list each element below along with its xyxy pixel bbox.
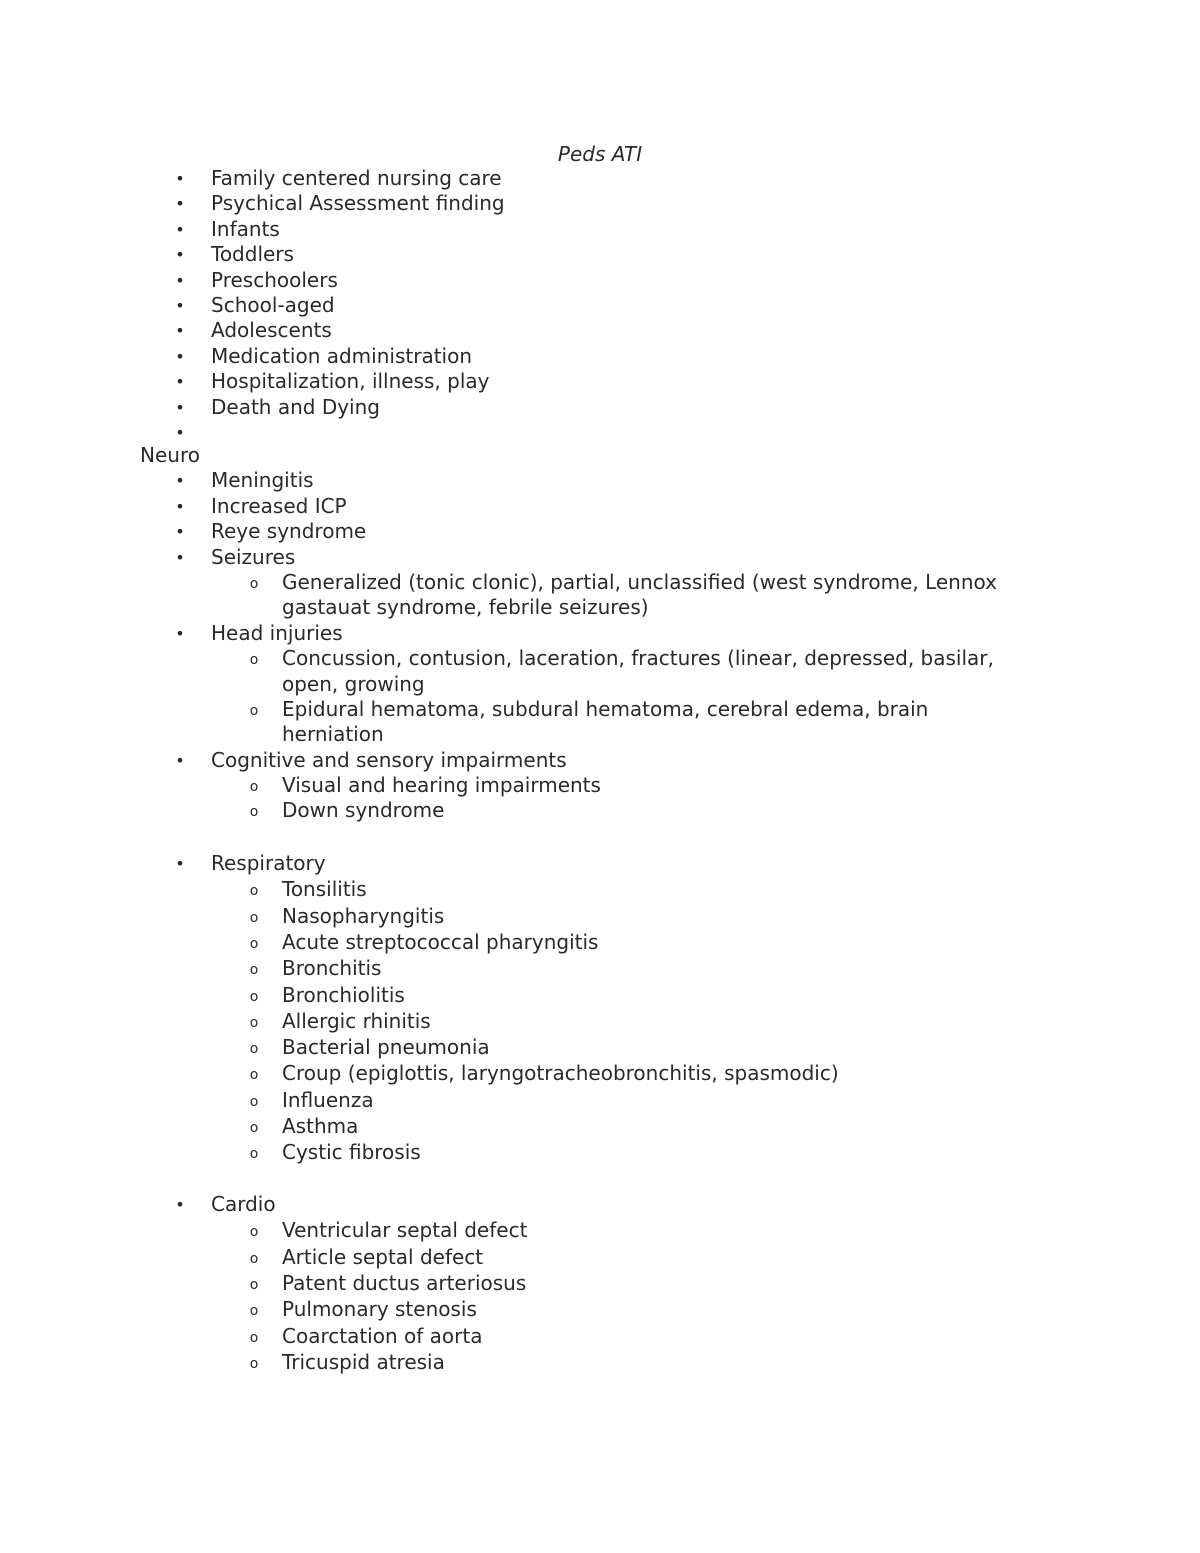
sub-bullet-icon: o [249, 988, 259, 1005]
bullet-icon: • [175, 397, 185, 417]
list-item [0, 369, 1200, 394]
respiratory-section [0, 851, 1200, 1166]
sub-list-item [0, 646, 1200, 671]
list-item [0, 395, 1200, 420]
sub-list-item [0, 1244, 1200, 1270]
bullet-icon: • [175, 496, 185, 516]
list-item-text: Adolescents [211, 318, 332, 343]
section-heading-neuro [0, 443, 1200, 468]
sub-list-item-text: Bacterial pneumonia [282, 1035, 490, 1060]
sub-bullet-icon: o [249, 804, 259, 821]
list-item [0, 318, 1200, 343]
bullet-icon: • [175, 547, 185, 567]
sub-bullet-icon: o [249, 779, 259, 796]
list-item [0, 293, 1200, 318]
sub-list-item-text: Asthma [282, 1114, 359, 1139]
list-item-text: Head injuries [211, 620, 343, 645]
sub-list-item [0, 876, 1200, 902]
sub-bullet-icon: o [249, 1146, 259, 1163]
bullet-icon: • [175, 321, 185, 341]
list-item-empty [0, 420, 1200, 445]
sub-list-item-text: Tonsilitis [282, 877, 367, 902]
sub-list-item-text: Acute streptococcal pharyngitis [282, 929, 599, 954]
list-item [0, 621, 1200, 646]
sub-bullet-icon: o [249, 1329, 259, 1346]
sub-list-item-continuation [0, 595, 1200, 620]
list-item [0, 344, 1200, 369]
list-item-text: Seizures [211, 544, 296, 569]
list-item [0, 519, 1200, 544]
list-item [0, 1192, 1200, 1217]
bullet-icon: • [175, 422, 185, 442]
sub-list-item-text: Coarctation of aorta [282, 1323, 483, 1348]
sub-list-item [0, 903, 1200, 929]
sub-bullet-icon: o [249, 1093, 259, 1110]
list-item-text: Toddlers [211, 242, 294, 267]
list-item [0, 191, 1200, 216]
sub-list-item-text: Nasopharyngitis [282, 903, 445, 928]
sub-bullet-icon: o [249, 575, 259, 592]
list-item-text: Reye syndrome [211, 519, 367, 544]
sub-bullet-icon: o [249, 962, 259, 979]
sub-bullet-icon: o [249, 935, 259, 952]
bullet-icon: • [175, 270, 185, 290]
bullet-icon: • [175, 471, 185, 491]
sub-list-item [0, 955, 1200, 981]
sub-list-item [0, 1034, 1200, 1060]
sub-list-item-text: Generalized (tonic clonic), partial, unclassified (west syndrome, Lennox [282, 569, 997, 594]
sub-bullet-icon: o [249, 883, 259, 900]
sub-list-item-continuation [0, 672, 1200, 697]
list-item-text: School-aged [211, 292, 335, 317]
sub-list-item [0, 1139, 1200, 1165]
list-item [0, 545, 1200, 570]
section-heading-text: Neuro [140, 443, 200, 467]
bullet-icon: • [175, 194, 185, 214]
sub-list-item-text: Bronchitis [282, 956, 382, 981]
bullet-icon: • [175, 623, 185, 643]
sub-bullet-icon: o [249, 1041, 259, 1058]
sub-list-item [0, 1296, 1200, 1322]
list-item [0, 748, 1200, 773]
list-item [0, 494, 1200, 519]
sub-list-item-text: Allergic rhinitis [282, 1008, 431, 1033]
sub-list-item [0, 929, 1200, 955]
overview-list [0, 166, 1200, 445]
sub-list-item-text: Patent ductus arteriosus [282, 1270, 527, 1295]
list-item-text: Family centered nursing care [211, 166, 502, 190]
sub-list-item-text: Pulmonary stenosis [282, 1297, 477, 1322]
sub-list-item-text: Ventricular septal defect [282, 1218, 528, 1243]
sub-list-item [0, 1008, 1200, 1034]
sub-list-item [0, 773, 1200, 798]
bullet-icon: • [175, 854, 185, 873]
list-item [0, 242, 1200, 267]
bullet-icon: • [175, 1195, 185, 1214]
sub-bullet-icon: o [249, 1355, 259, 1372]
sub-list-item-continuation [0, 722, 1200, 747]
sub-list-item-text: open, growing [282, 671, 425, 696]
bullet-icon: • [175, 219, 185, 239]
sub-bullet-icon: o [249, 652, 259, 669]
sub-list-item-text: Concussion, contusion, laceration, fractures (linear, depressed, basilar, [282, 646, 994, 671]
list-item-text: Meningitis [211, 468, 314, 493]
list-item-text: Hospitalization, illness, play [211, 369, 490, 394]
sub-bullet-icon: o [249, 1014, 259, 1031]
sub-list-item-text: Croup (epiglottis, laryngotracheobronchitis, spasmodic) [282, 1061, 839, 1086]
sub-bullet-icon: o [249, 1303, 259, 1320]
bullet-icon: • [175, 169, 185, 188]
sub-list-item-text: herniation [282, 722, 384, 747]
cardio-section [0, 1192, 1200, 1375]
sub-list-item-text: Article septal defect [282, 1244, 484, 1269]
sub-list-item-text: Tricuspid atresia [282, 1349, 445, 1374]
list-item [0, 468, 1200, 493]
list-item-text: Preschoolers [211, 267, 338, 292]
sub-list-item-text: gastauat syndrome, febrile seizures) [282, 595, 649, 620]
sub-list-item [0, 982, 1200, 1008]
sub-bullet-icon: o [249, 1067, 259, 1084]
sub-list-item-text: Visual and hearing impairments [282, 773, 601, 798]
sub-bullet-icon: o [249, 1276, 259, 1293]
sub-list-item-text: Bronchiolitis [282, 982, 405, 1007]
sub-list-item [0, 798, 1200, 823]
sub-bullet-icon: o [249, 909, 259, 926]
sub-list-item [0, 1349, 1200, 1375]
list-item-text: Death and Dying [211, 394, 380, 419]
sub-list-item [0, 1060, 1200, 1086]
bullet-icon: • [175, 245, 185, 265]
section-heading-respiratory: Respiratory [211, 851, 326, 875]
sub-list-item [0, 1217, 1200, 1243]
list-item-text: Psychical Assessment finding [211, 191, 505, 216]
sub-list-item [0, 1087, 1200, 1113]
list-item-text: Increased ICP [211, 493, 347, 518]
list-item [0, 217, 1200, 242]
list-item [0, 166, 1200, 191]
list-item [0, 851, 1200, 876]
sub-list-item-text: Down syndrome [282, 798, 445, 823]
sub-list-item [0, 570, 1200, 595]
list-item-text: Medication administration [211, 343, 473, 368]
sub-list-item [0, 1270, 1200, 1296]
sub-list-item [0, 697, 1200, 722]
section-heading-cardio: Cardio [211, 1192, 276, 1216]
sub-list-item-text: Cystic fibrosis [282, 1140, 421, 1165]
sub-bullet-icon: o [249, 1250, 259, 1267]
sub-bullet-icon: o [249, 1120, 259, 1137]
sub-list-item-text: Influenza [282, 1087, 374, 1112]
sub-list-item [0, 1323, 1200, 1349]
bullet-icon: • [175, 522, 185, 542]
list-item [0, 268, 1200, 293]
bullet-icon: • [175, 346, 185, 366]
list-item-text: Infants [211, 216, 280, 241]
list-item-text: Cognitive and sensory impairments [211, 747, 567, 772]
neuro-section [0, 443, 1200, 824]
sub-bullet-icon: o [249, 702, 259, 719]
page-title: Peds ATI [557, 142, 643, 166]
sub-list-item [0, 1113, 1200, 1139]
sub-bullet-icon: o [249, 1224, 259, 1241]
bullet-icon: • [175, 295, 185, 315]
bullet-icon: • [175, 750, 185, 770]
bullet-icon: • [175, 372, 185, 392]
sub-list-item-text: Epidural hematoma, subdural hematoma, cerebral edema, brain [282, 696, 929, 721]
